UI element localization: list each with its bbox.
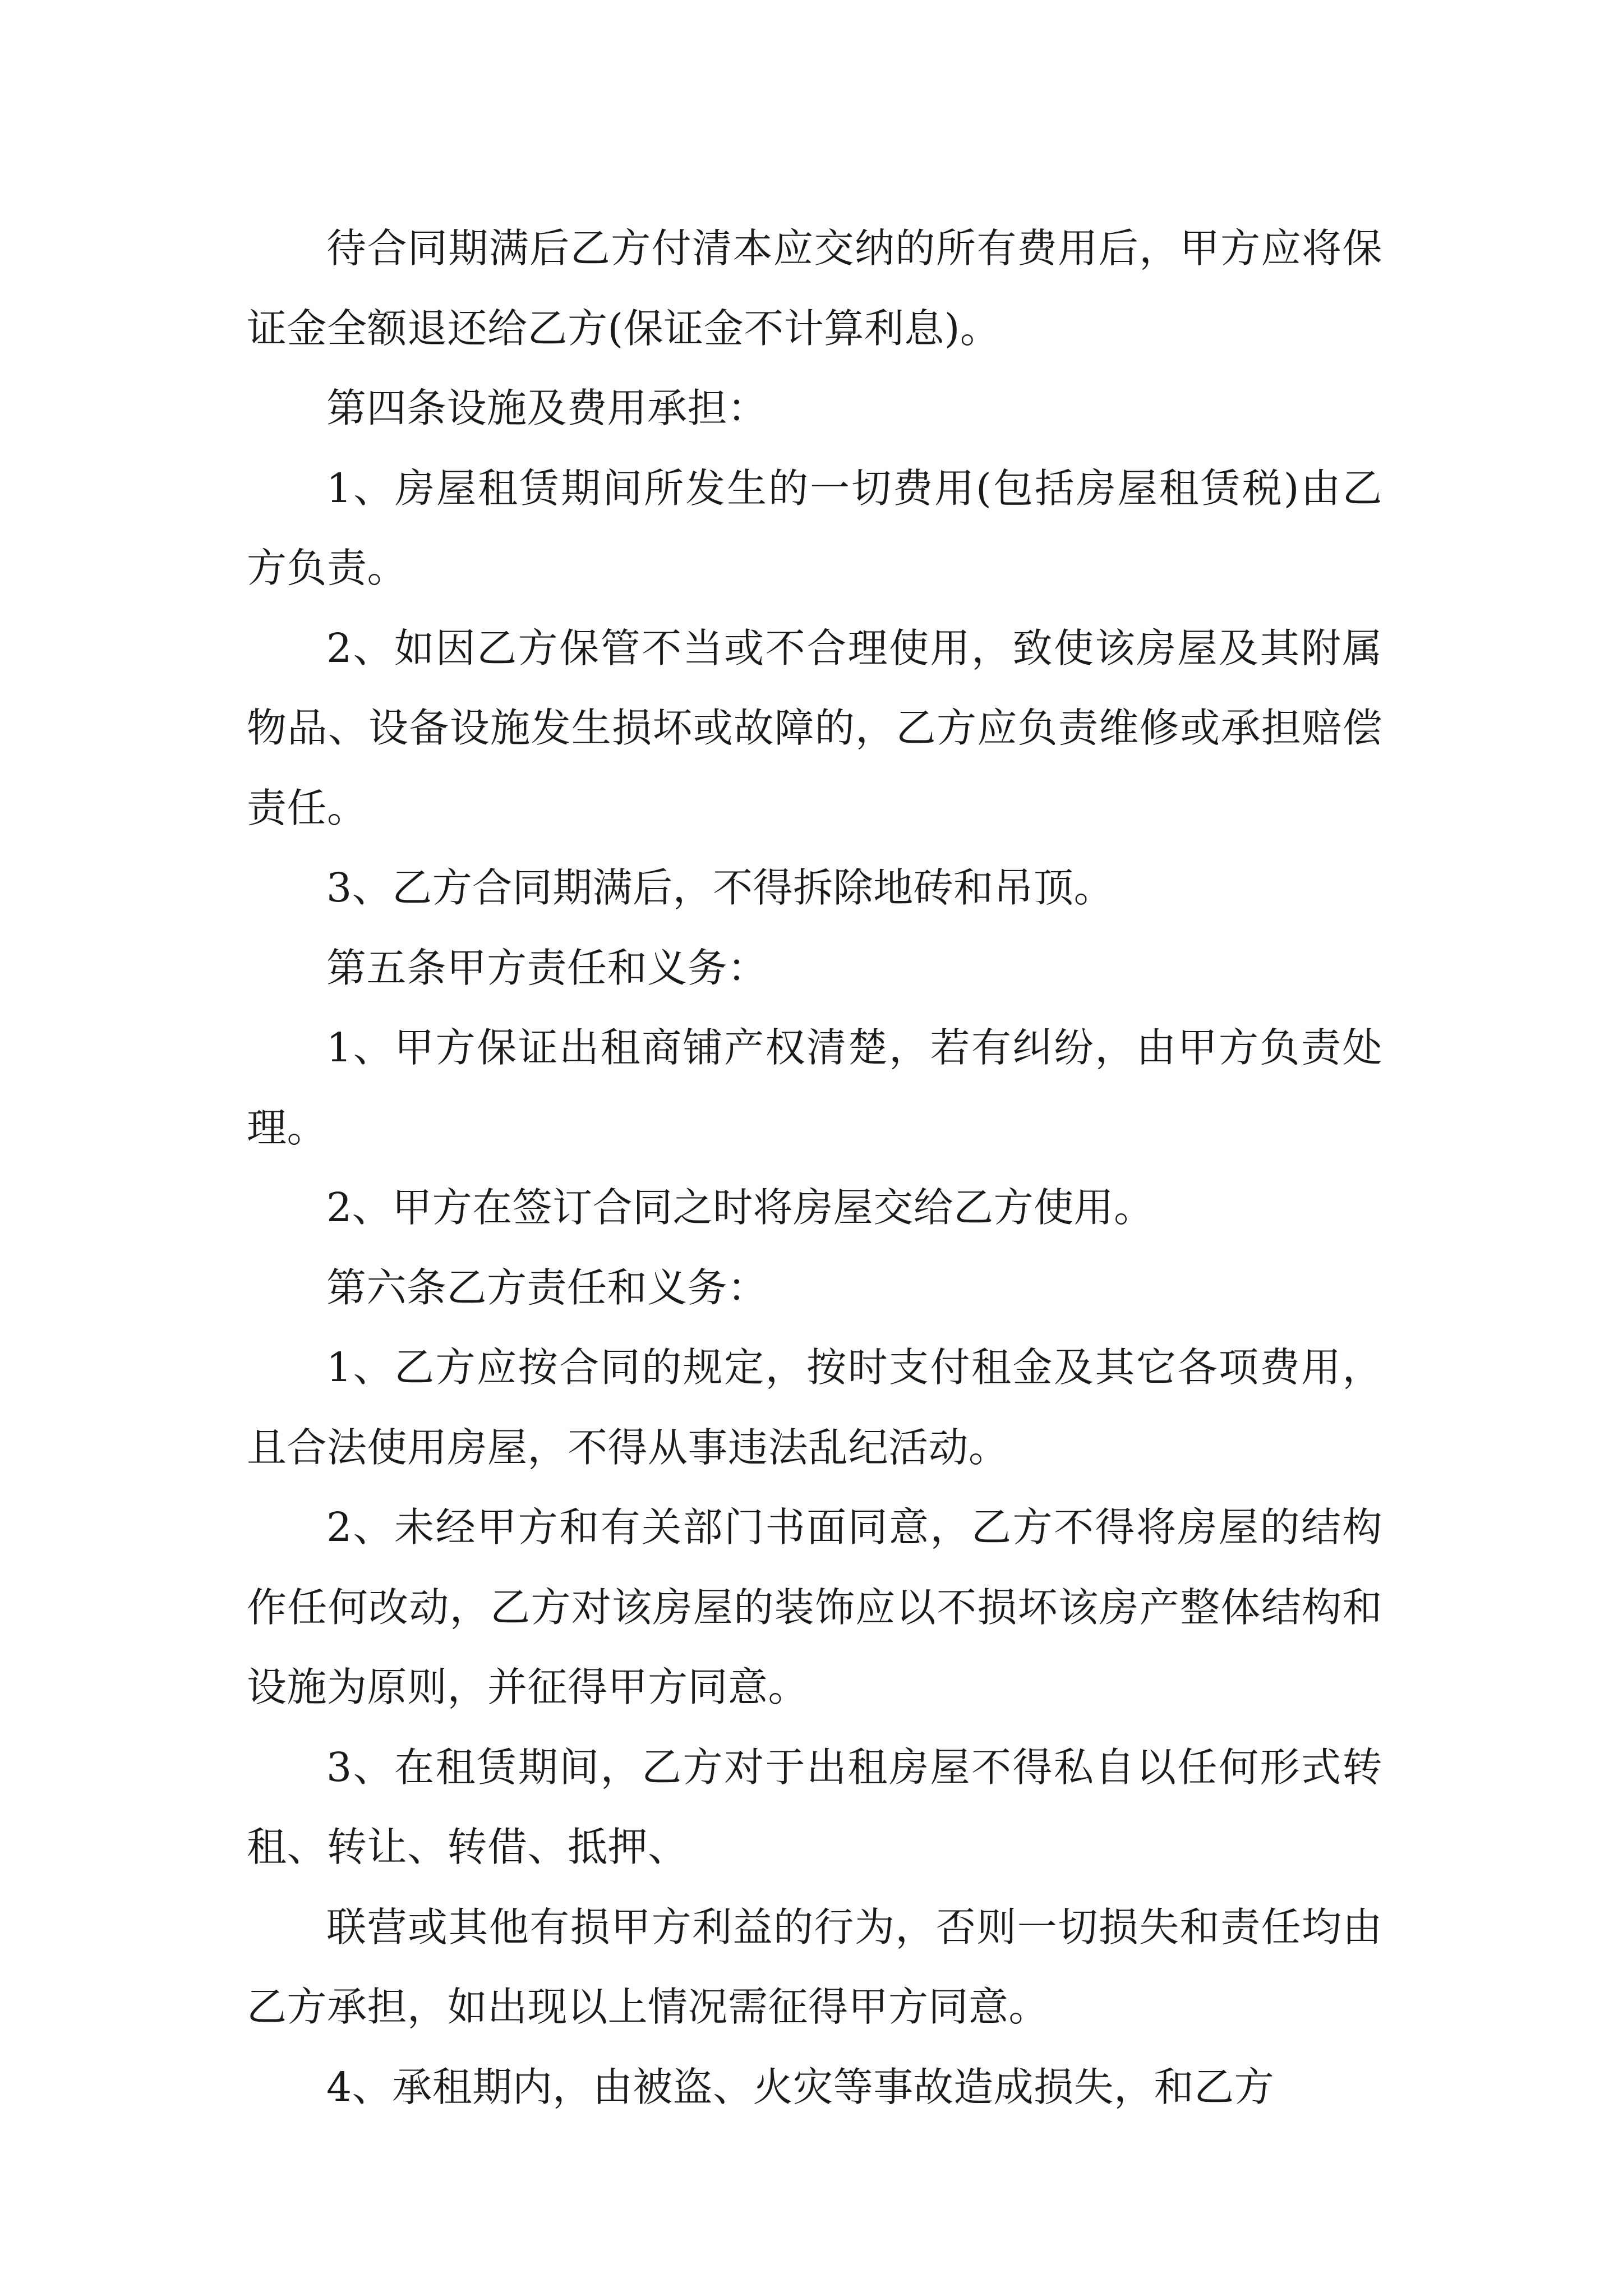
heading-article-4: 第四条设施及费用承担：: [326, 385, 768, 431]
paragraph-article-6-item-3-continued: 联营或其他有损甲方利益的行为，否则一切损失和责任均由乙方承担，如出现以上情况需征得甲方同意。: [247, 1903, 1382, 2030]
heading-article-5: 第五条甲方责任和义务：: [326, 944, 768, 991]
document-body: [247, 209, 1382, 2127]
paragraph-deposit-refund: 待合同期满后乙方付清本应交纳的所有费用后，甲方应将保证金全额退还给乙方(保证金不计算利息)。: [247, 225, 1382, 352]
heading-article-6: 第六条乙方责任和义务：: [326, 1264, 768, 1311]
paragraph-article-6-item-1: 1、乙方应按合同的规定，按时支付租金及其它各项费用，且合法使用房屋，不得从事违法乱纪活动。: [247, 1344, 1382, 1471]
paragraph-article-6-item-3: 3、在租赁期间，乙方对于出租房屋不得私自以任何形式转租、转让、转借、抵押、: [247, 1743, 1382, 1870]
paragraph-article-6-item-4: 4、承租期内，由被盗、火灾等事故造成损失，和乙方: [326, 2063, 1275, 2110]
paragraph-article-4-item-3: 3、乙方合同期满后，不得拆除地砖和吊顶。: [326, 864, 1114, 911]
paragraph-article-4-item-2: 2、如因乙方保管不当或不合理使用，致使该房屋及其附属物品、设备设施发生损坏或故障的，乙方应负责维修或承担赔偿责任。: [247, 624, 1382, 831]
paragraph-article-4-item-1: 1、房屋租赁期间所发生的一切费用(包括房屋租赁税)由乙方负责。: [247, 464, 1382, 591]
paragraph-article-5-item-2: 2、甲方在签订合同之时将房屋交给乙方使用。: [326, 1184, 1154, 1231]
paragraph-article-5-item-1: 1、甲方保证出租商铺产权清楚，若有纠纷，由甲方负责处理。: [247, 1024, 1382, 1151]
paragraph-article-6-item-2: 2、未经甲方和有关部门书面同意，乙方不得将房屋的结构作任何改动，乙方对该房屋的装饰应以不损坏该房产整体结构和设施为原则，并征得甲方同意。: [247, 1504, 1382, 1710]
